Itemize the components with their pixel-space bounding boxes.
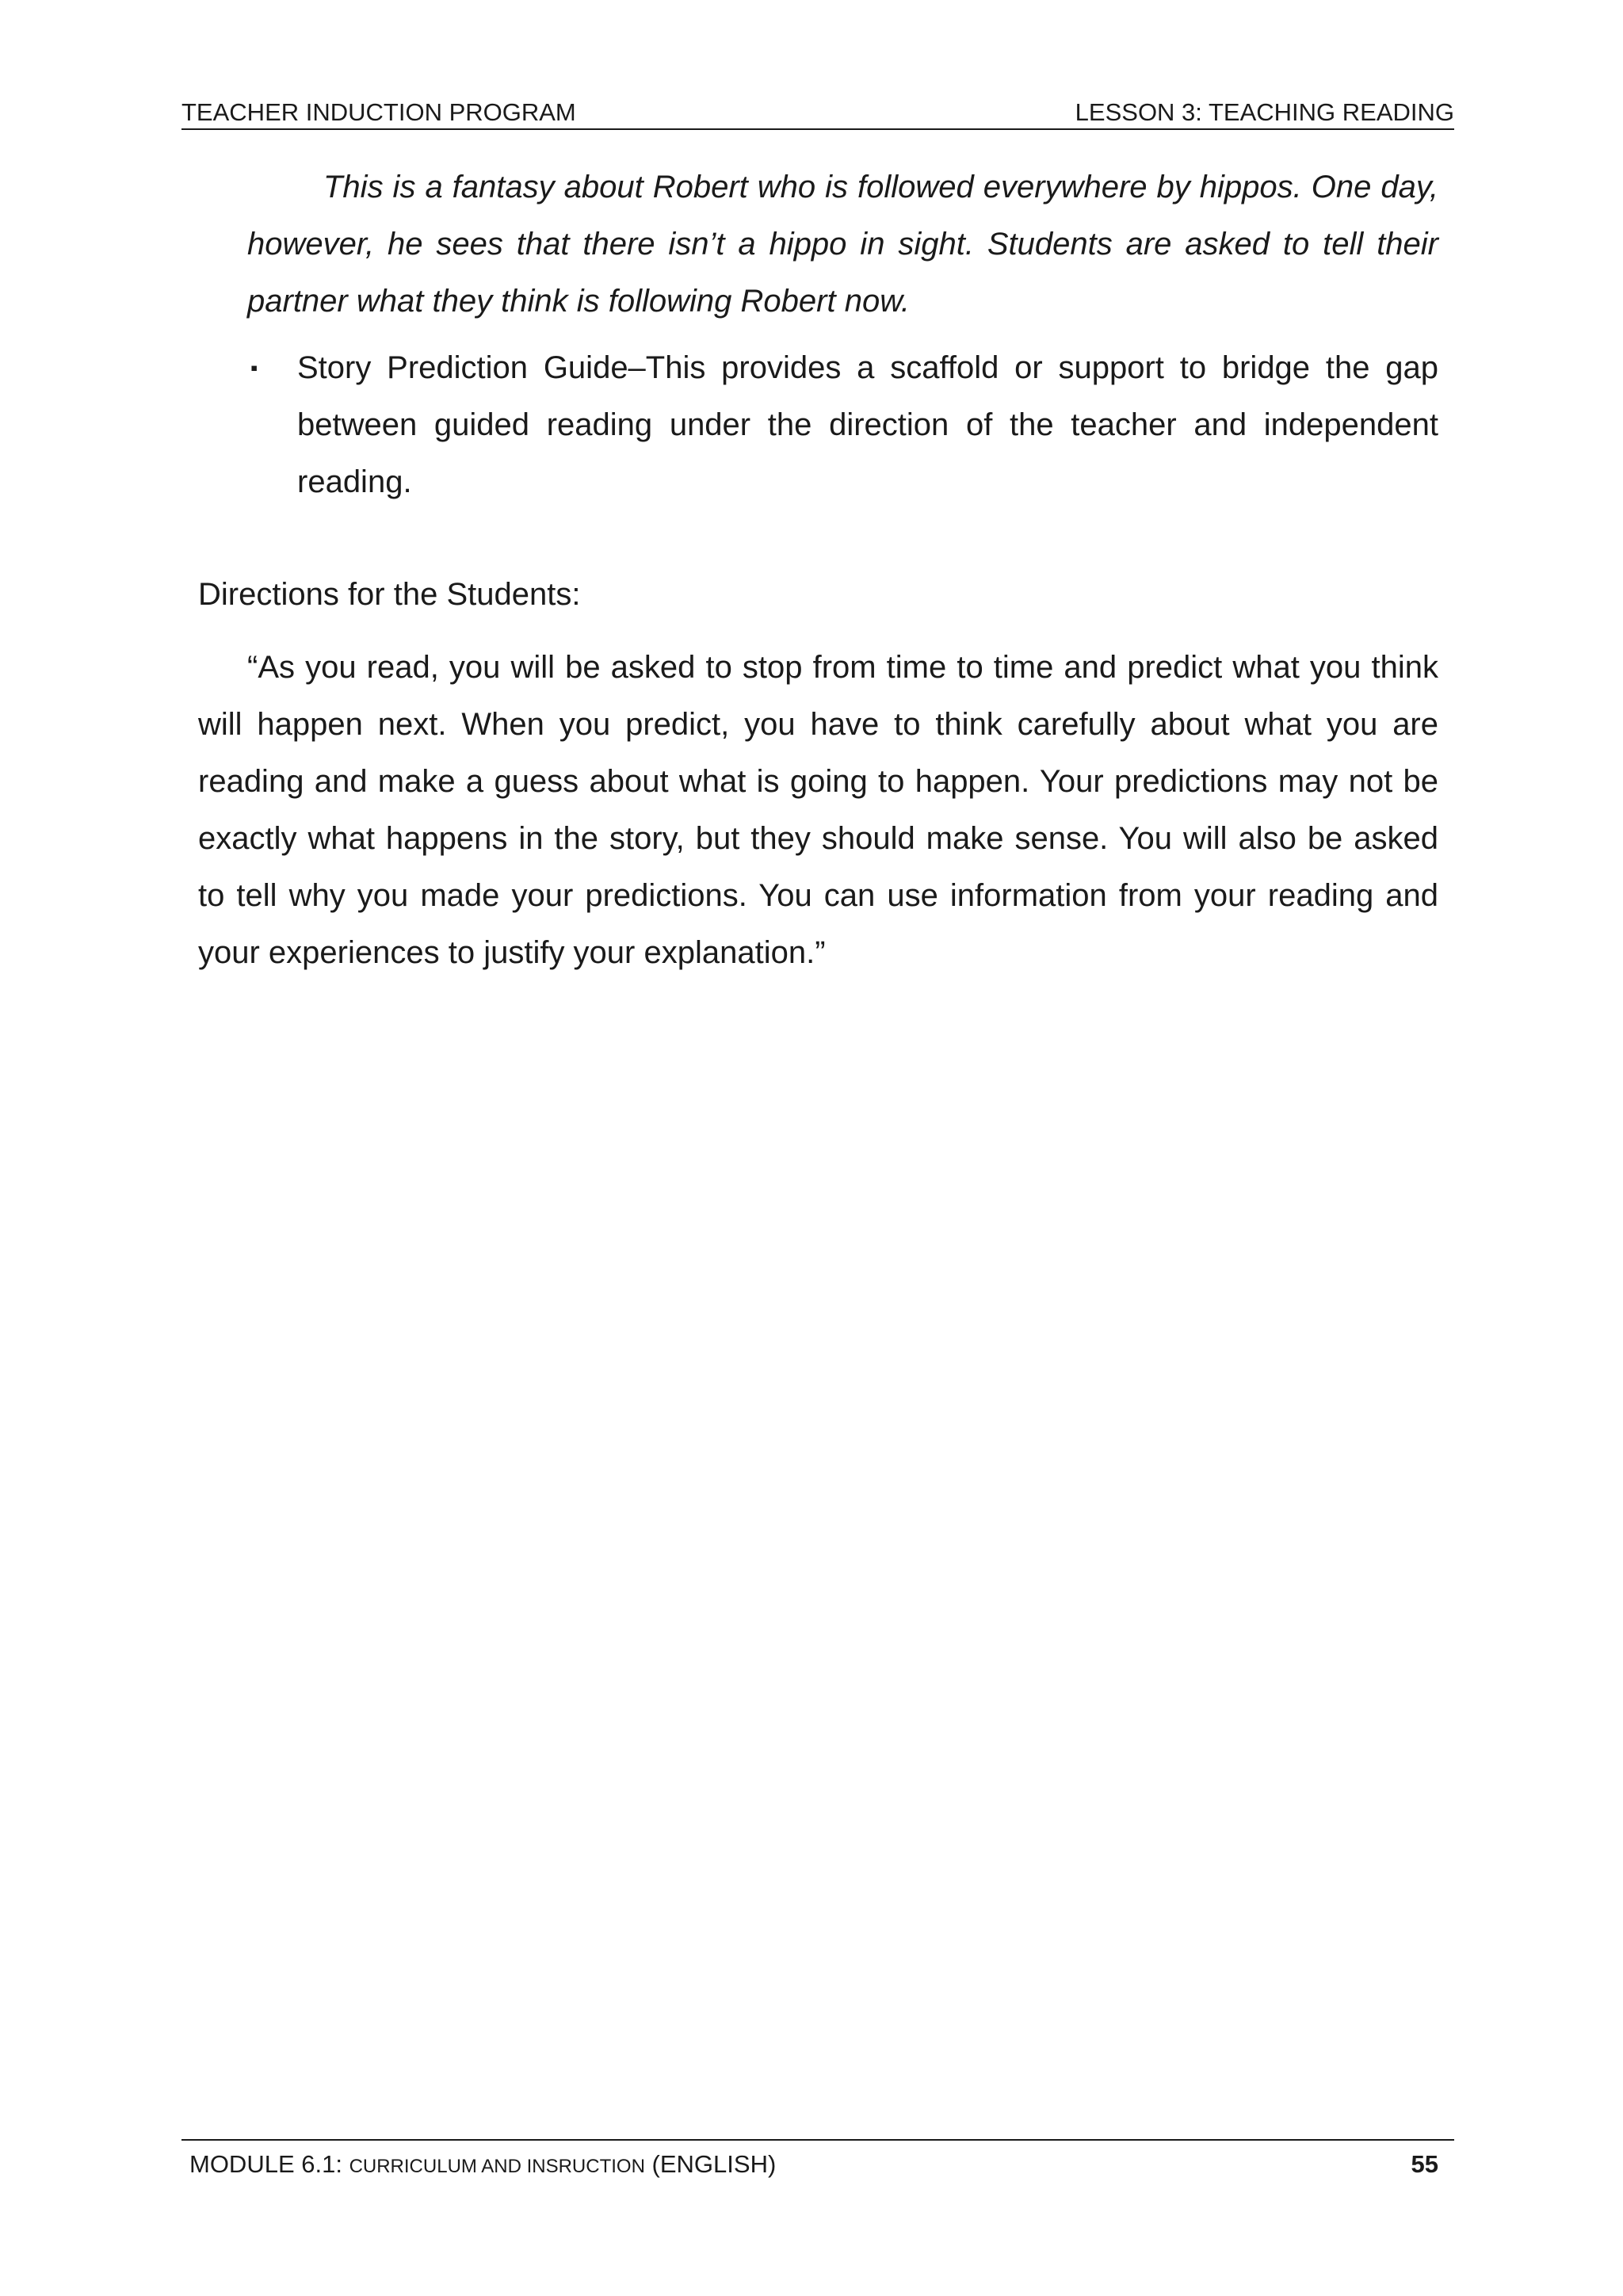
italic-example-paragraph: This is a fantasy about Robert who is followed everywhere by hippos. One day, however, he sees that there isn’t a hippo in sight. Students are asked to tell their partner what they think is following Robert now.: [247, 170, 1438, 319]
page-number: 55: [1411, 2150, 1438, 2178]
footer-module-prefix: MODULE 6.1:: [189, 2150, 349, 2178]
footer-module-label: [189, 2149, 776, 2183]
header-lesson-title: LESSON 3: TEACHING READING: [1075, 98, 1454, 126]
footer-module-title: CURRICULUM AND INSRUCTION: [349, 2156, 645, 2177]
square-bullet-icon: ▪: [250, 356, 258, 380]
bullet-item: [198, 339, 1438, 510]
bullet-text: Story Prediction Guide–This provides a scaffold or support to bridge the gap between guided reading under the direction of the teacher and independent reading.: [297, 350, 1438, 499]
directions-paragraph: “As you read, you will be asked to stop from time to time and predict what you think will happen next. When you predict, you have to think carefully about what you are reading and make a guess about what is going to happen. Your predictions may not be exactly what happens in the story, but they should make sense. You will also be asked to tell why you made your predictions. You can use information from your reading and your experiences to justify your explanation.”: [198, 650, 1438, 970]
header-program-title: TEACHER INDUCTION PROGRAM: [181, 98, 576, 126]
page-footer: [181, 2139, 1454, 2188]
section-title: Directions for the Students:: [198, 577, 581, 612]
page-content: [198, 159, 1438, 981]
footer-module-suffix: (ENGLISH): [644, 2150, 777, 2178]
page-header: [181, 97, 1454, 130]
bullet-list: [198, 339, 1438, 510]
